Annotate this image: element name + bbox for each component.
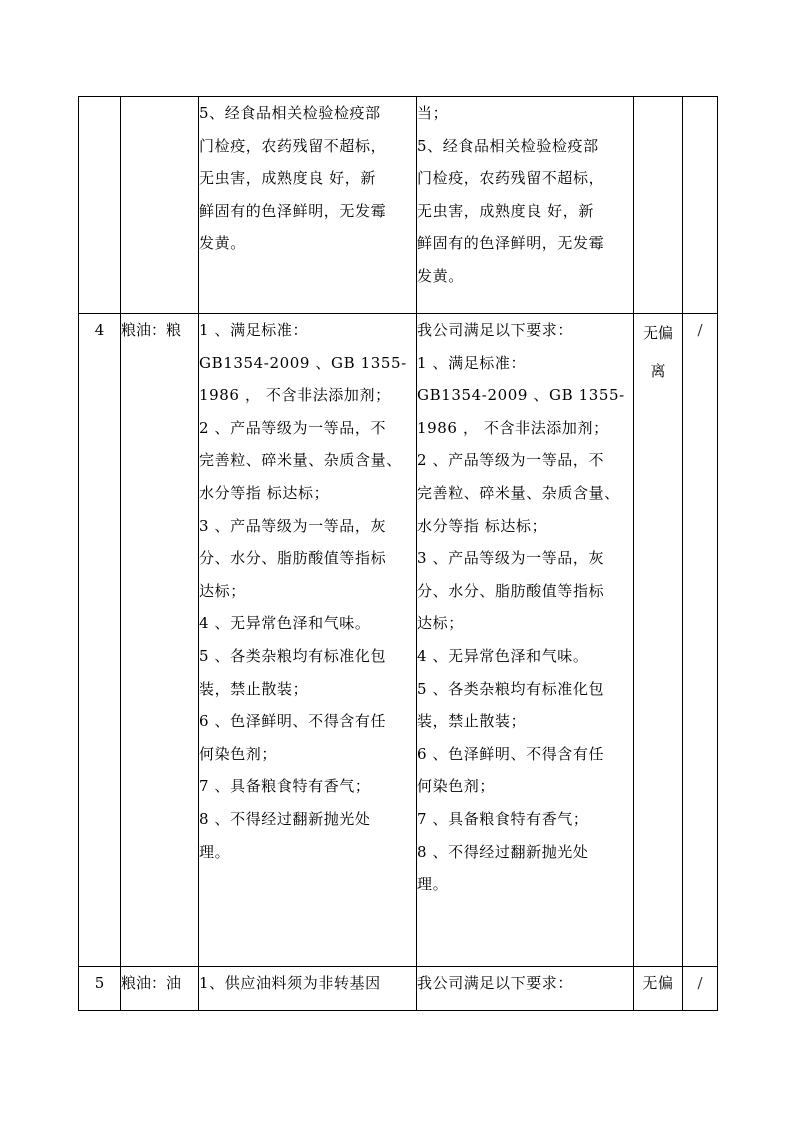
- response-line: 发黄。: [417, 266, 464, 285]
- requirement-line: 6 、色泽鲜明、不得含有任: [199, 712, 387, 731]
- requirement-line: 5 、各类杂粮均有标准化包: [199, 646, 387, 665]
- requirement-line: 7 、具备粮食特有香气；: [199, 777, 371, 796]
- requirement-line: 完善粒、碎米量、杂质含量、: [199, 451, 402, 470]
- response-line: 我公司满足以下要求：: [417, 321, 574, 339]
- response-line: 当；: [417, 104, 449, 122]
- requirement-line: 1 、满足标准：: [199, 321, 309, 339]
- note-cell: [683, 97, 718, 314]
- deviation-line: 离: [650, 362, 666, 380]
- response-cell: [417, 967, 634, 1011]
- requirement-line: 达标；: [199, 581, 246, 600]
- response-cell: [417, 314, 634, 967]
- table-row: [79, 97, 718, 314]
- category-cell: 粮油：粮: [121, 314, 199, 967]
- table-row: [79, 314, 718, 967]
- deviation-cell: [634, 967, 683, 1011]
- response-line: 装，禁止散装；: [417, 712, 527, 731]
- response-line: 我公司满足以下要求：: [417, 974, 574, 992]
- requirement-line: 4 、无异常色泽和气味。: [199, 614, 371, 633]
- response-line: 达标；: [417, 614, 464, 633]
- response-line: 无虫害，成熟度良 好，新: [417, 201, 594, 220]
- requirement-line: 3 、产品等级为一等品，灰: [199, 516, 387, 535]
- response-line: 完善粒、碎米量、杂质含量、: [417, 483, 620, 502]
- note-cell: /: [683, 967, 718, 1011]
- response-line: 6 、色泽鲜明、不得含有任: [417, 744, 605, 763]
- requirement-line: 1986 ， 不含非法添加剂；: [199, 386, 391, 405]
- response-line: 分、水分、脂肪酸值等指标: [417, 581, 605, 600]
- response-line: 5、经食品相关检验检疫部: [417, 136, 599, 155]
- response-cell: [417, 97, 634, 314]
- response-line: 水分等指 标达标；: [417, 516, 548, 535]
- response-line: 门检疫，农药残留不超标，: [417, 169, 605, 188]
- note-cell: /: [683, 314, 718, 967]
- requirement-line: 分、水分、脂肪酸值等指标: [199, 549, 387, 568]
- requirement-line: 2 、产品等级为一等品，不: [199, 418, 387, 437]
- requirement-cell: [199, 97, 417, 314]
- response-line: 8 、不得经过翻新抛光处: [417, 842, 589, 861]
- requirement-line: 发黄。: [199, 234, 246, 253]
- specification-table: [78, 96, 718, 1011]
- deviation-line: 无偏: [642, 324, 673, 342]
- requirement-line: 门检疫，农药残留不超标，: [199, 136, 387, 155]
- response-line: 5 、各类杂粮均有标准化包: [417, 679, 605, 698]
- response-line: 何染色剂；: [417, 777, 496, 796]
- requirement-line: 无虫害，成熟度良 好，新: [199, 169, 376, 188]
- requirement-line: 5、经食品相关检验检疫部: [199, 104, 381, 122]
- response-line: 2 、产品等级为一等品，不: [417, 451, 605, 470]
- response-line: 3 、产品等级为一等品，灰: [417, 549, 605, 568]
- requirement-line: 水分等指 标达标；: [199, 483, 330, 502]
- table-row: [79, 967, 718, 1011]
- requirement-line: GB1354-2009 、GB 1355-: [199, 353, 407, 372]
- response-line: 1986 ， 不含非法添加剂；: [417, 418, 609, 437]
- response-line: 鲜固有的色泽鲜明，无发霉: [417, 234, 605, 253]
- deviation-cell: [634, 314, 683, 967]
- requirement-line: 何染色剂；: [199, 744, 278, 763]
- requirement-line: 鲜固有的色泽鲜明，无发霉: [199, 201, 387, 220]
- response-line: 4 、无异常色泽和气味。: [417, 646, 589, 665]
- item-number-cell: 4: [79, 314, 121, 967]
- requirement-line: 8 、不得经过翻新抛光处: [199, 809, 371, 828]
- category-cell: 粮油：油: [121, 967, 199, 1011]
- requirement-line: 1、供应油料须为非转基因: [199, 974, 381, 992]
- response-line: 理。: [417, 875, 449, 894]
- item-number-cell: [79, 97, 121, 314]
- deviation-cell: [634, 97, 683, 314]
- response-line: GB1354-2009 、GB 1355-: [417, 386, 625, 405]
- response-line: 1 、满足标准：: [417, 353, 527, 372]
- requirement-cell: [199, 314, 417, 967]
- requirement-cell: [199, 967, 417, 1011]
- deviation-line: 无偏: [642, 974, 674, 992]
- category-cell: [121, 97, 199, 314]
- requirement-line: 装，禁止散装；: [199, 679, 309, 698]
- response-line: 7 、具备粮食特有香气；: [417, 809, 589, 828]
- requirement-line: 理。: [199, 842, 231, 861]
- item-number-cell: 5: [79, 967, 121, 1011]
